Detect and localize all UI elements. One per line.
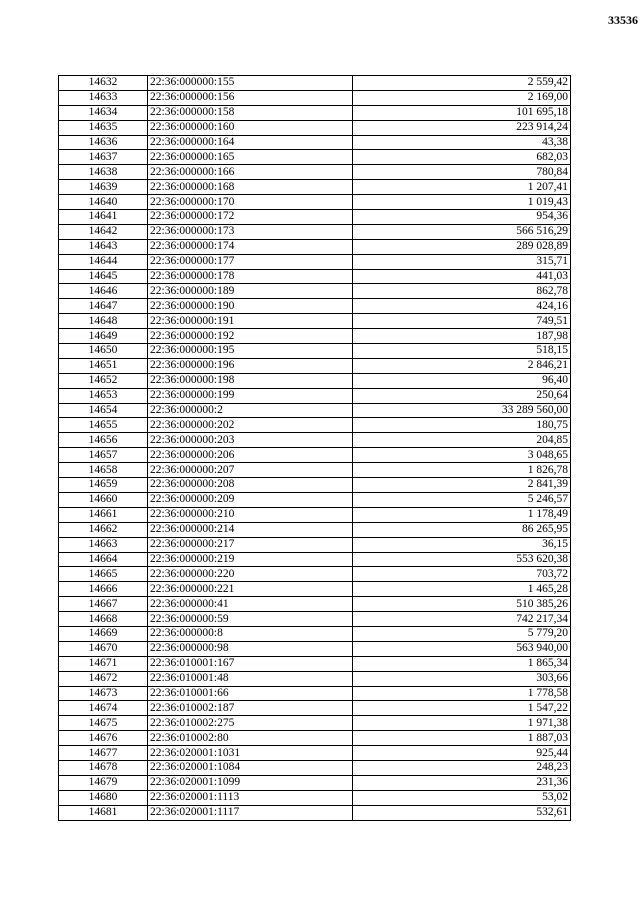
row-number: 14676 — [59, 731, 148, 746]
value: 289 028,89 — [353, 239, 571, 254]
row-number: 14650 — [59, 344, 148, 359]
cadastral-number: 22:36:000000:191 — [148, 314, 353, 329]
table-row — [59, 284, 571, 299]
cadastral-number: 22:36:000000:198 — [148, 373, 353, 388]
table-row — [59, 537, 571, 552]
value: 248,23 — [353, 760, 571, 775]
table-row — [59, 701, 571, 716]
row-number: 14638 — [59, 165, 148, 180]
row-number: 14681 — [59, 805, 148, 820]
table-row — [59, 105, 571, 120]
value: 510 385,26 — [353, 597, 571, 612]
table-row — [59, 373, 571, 388]
table-row — [59, 656, 571, 671]
table-row — [59, 522, 571, 537]
cadastral-number: 22:36:000000:203 — [148, 433, 353, 448]
table-row — [59, 731, 571, 746]
cadastral-number: 22:36:000000:221 — [148, 582, 353, 597]
value: 33 289 560,00 — [353, 403, 571, 418]
value: 780,84 — [353, 165, 571, 180]
row-number: 14652 — [59, 373, 148, 388]
value: 315,71 — [353, 254, 571, 269]
value: 553 620,38 — [353, 552, 571, 567]
table-row — [59, 388, 571, 403]
row-number: 14651 — [59, 358, 148, 373]
table-row — [59, 597, 571, 612]
row-number: 14666 — [59, 582, 148, 597]
cadastral-number: 22:36:000000:217 — [148, 537, 353, 552]
value: 1 826,78 — [353, 463, 571, 478]
value: 703,72 — [353, 567, 571, 582]
value: 3 048,65 — [353, 448, 571, 463]
cadastral-number: 22:36:020001:1084 — [148, 760, 353, 775]
table-row — [59, 299, 571, 314]
cadastral-number: 22:36:010002:187 — [148, 701, 353, 716]
row-number: 14632 — [59, 76, 148, 91]
table-row — [59, 492, 571, 507]
value: 532,61 — [353, 805, 571, 820]
row-number: 14675 — [59, 716, 148, 731]
cadastral-number: 22:36:000000:59 — [148, 612, 353, 627]
table-row — [59, 805, 571, 820]
value: 1 019,43 — [353, 195, 571, 210]
row-number: 14644 — [59, 254, 148, 269]
table-row — [59, 626, 571, 641]
row-number: 14673 — [59, 686, 148, 701]
row-number: 14674 — [59, 701, 148, 716]
row-number: 14645 — [59, 269, 148, 284]
cadastral-number: 22:36:010002:80 — [148, 731, 353, 746]
cadastral-number: 22:36:000000:170 — [148, 195, 353, 210]
value: 96,40 — [353, 373, 571, 388]
table-row — [59, 478, 571, 493]
value: 749,51 — [353, 314, 571, 329]
cadastral-number: 22:36:010002:275 — [148, 716, 353, 731]
table-row — [59, 716, 571, 731]
value: 2 559,42 — [353, 76, 571, 91]
row-number: 14668 — [59, 612, 148, 627]
cadastral-table — [58, 75, 571, 821]
cadastral-number: 22:36:000000:210 — [148, 507, 353, 522]
cadastral-number: 22:36:000000:165 — [148, 150, 353, 165]
table-row — [59, 239, 571, 254]
cadastral-number: 22:36:000000:192 — [148, 329, 353, 344]
cadastral-number: 22:36:000000:177 — [148, 254, 353, 269]
table-row — [59, 612, 571, 627]
value: 1 778,58 — [353, 686, 571, 701]
row-number: 14665 — [59, 567, 148, 582]
row-number: 14643 — [59, 239, 148, 254]
value: 5 779,20 — [353, 626, 571, 641]
value: 204,85 — [353, 433, 571, 448]
cadastral-number: 22:36:000000:41 — [148, 597, 353, 612]
table-body — [59, 76, 571, 821]
cadastral-number: 22:36:020001:1113 — [148, 790, 353, 805]
table-row — [59, 418, 571, 433]
cadastral-number: 22:36:010001:48 — [148, 671, 353, 686]
row-number: 14636 — [59, 135, 148, 150]
cadastral-number: 22:36:000000:220 — [148, 567, 353, 582]
row-number: 14657 — [59, 448, 148, 463]
value: 187,98 — [353, 329, 571, 344]
table-row — [59, 403, 571, 418]
value: 742 217,34 — [353, 612, 571, 627]
table-row — [59, 90, 571, 105]
cadastral-number: 22:36:000000:168 — [148, 180, 353, 195]
row-number: 14654 — [59, 403, 148, 418]
table-row — [59, 269, 571, 284]
row-number: 14648 — [59, 314, 148, 329]
value: 43,38 — [353, 135, 571, 150]
value: 1 887,03 — [353, 731, 571, 746]
table-row — [59, 344, 571, 359]
value: 1 178,49 — [353, 507, 571, 522]
cadastral-number: 22:36:000000:8 — [148, 626, 353, 641]
value: 1 547,22 — [353, 701, 571, 716]
table-row — [59, 195, 571, 210]
value: 563 940,00 — [353, 641, 571, 656]
value: 101 695,18 — [353, 105, 571, 120]
value: 925,44 — [353, 746, 571, 761]
cadastral-number: 22:36:000000:190 — [148, 299, 353, 314]
row-number: 14639 — [59, 180, 148, 195]
row-number: 14680 — [59, 790, 148, 805]
table-row — [59, 210, 571, 225]
cadastral-number: 22:36:000000:207 — [148, 463, 353, 478]
value: 682,03 — [353, 150, 571, 165]
value: 86 265,95 — [353, 522, 571, 537]
table-row — [59, 760, 571, 775]
row-number: 14658 — [59, 463, 148, 478]
row-number: 14679 — [59, 775, 148, 790]
table-row — [59, 448, 571, 463]
table-row — [59, 433, 571, 448]
row-number: 14670 — [59, 641, 148, 656]
row-number: 14659 — [59, 478, 148, 493]
value: 180,75 — [353, 418, 571, 433]
table-row — [59, 507, 571, 522]
cadastral-number: 22:36:000000:209 — [148, 492, 353, 507]
row-number: 14649 — [59, 329, 148, 344]
row-number: 14669 — [59, 626, 148, 641]
value: 250,64 — [353, 388, 571, 403]
table-row — [59, 671, 571, 686]
cadastral-number: 22:36:010001:167 — [148, 656, 353, 671]
cadastral-number: 22:36:000000:155 — [148, 76, 353, 91]
table-row — [59, 552, 571, 567]
row-number: 14642 — [59, 224, 148, 239]
row-number: 14677 — [59, 746, 148, 761]
row-number: 14667 — [59, 597, 148, 612]
cadastral-number: 22:36:000000:158 — [148, 105, 353, 120]
row-number: 14656 — [59, 433, 148, 448]
table-row — [59, 254, 571, 269]
row-number: 14634 — [59, 105, 148, 120]
table-row — [59, 314, 571, 329]
value: 53,02 — [353, 790, 571, 805]
row-number: 14653 — [59, 388, 148, 403]
value: 1 865,34 — [353, 656, 571, 671]
table-row — [59, 165, 571, 180]
value: 2 841,39 — [353, 478, 571, 493]
row-number: 14647 — [59, 299, 148, 314]
page-number: 33536 — [608, 13, 638, 27]
cadastral-number: 22:36:000000:214 — [148, 522, 353, 537]
value: 5 246,57 — [353, 492, 571, 507]
cadastral-number: 22:36:000000:199 — [148, 388, 353, 403]
row-number: 14655 — [59, 418, 148, 433]
cadastral-number: 22:36:020001:1099 — [148, 775, 353, 790]
value: 1 465,28 — [353, 582, 571, 597]
cadastral-number: 22:36:000000:206 — [148, 448, 353, 463]
cadastral-number: 22:36:020001:1117 — [148, 805, 353, 820]
row-number: 14640 — [59, 195, 148, 210]
row-number: 14664 — [59, 552, 148, 567]
value: 566 516,29 — [353, 224, 571, 239]
cadastral-number: 22:36:000000:156 — [148, 90, 353, 105]
table-row — [59, 76, 571, 91]
table-row — [59, 641, 571, 656]
cadastral-number: 22:36:000000:173 — [148, 224, 353, 239]
table-row — [59, 775, 571, 790]
row-number: 14660 — [59, 492, 148, 507]
table-row — [59, 463, 571, 478]
cadastral-number: 22:36:000000:196 — [148, 358, 353, 373]
table-row — [59, 746, 571, 761]
cadastral-number: 22:36:000000:166 — [148, 165, 353, 180]
cadastral-number: 22:36:000000:219 — [148, 552, 353, 567]
cadastral-number: 22:36:020001:1031 — [148, 746, 353, 761]
value: 518,15 — [353, 344, 571, 359]
row-number: 14635 — [59, 120, 148, 135]
row-number: 14661 — [59, 507, 148, 522]
table-row — [59, 135, 571, 150]
value: 954,36 — [353, 210, 571, 225]
table-row — [59, 358, 571, 373]
row-number: 14672 — [59, 671, 148, 686]
table-row — [59, 150, 571, 165]
cadastral-number: 22:36:000000:164 — [148, 135, 353, 150]
row-number: 14646 — [59, 284, 148, 299]
table-row — [59, 224, 571, 239]
value: 303,66 — [353, 671, 571, 686]
value: 1 207,41 — [353, 180, 571, 195]
value: 441,03 — [353, 269, 571, 284]
value: 1 971,38 — [353, 716, 571, 731]
table-row — [59, 329, 571, 344]
cadastral-number: 22:36:000000:172 — [148, 210, 353, 225]
cadastral-number: 22:36:000000:174 — [148, 239, 353, 254]
value: 2 169,00 — [353, 90, 571, 105]
value: 223 914,24 — [353, 120, 571, 135]
cadastral-number: 22:36:000000:98 — [148, 641, 353, 656]
table-row — [59, 686, 571, 701]
table-row — [59, 790, 571, 805]
table-row — [59, 582, 571, 597]
cadastral-number: 22:36:000000:2 — [148, 403, 353, 418]
table-row — [59, 120, 571, 135]
row-number: 14633 — [59, 90, 148, 105]
row-number: 14641 — [59, 210, 148, 225]
cadastral-number: 22:36:000000:189 — [148, 284, 353, 299]
cadastral-number: 22:36:000000:160 — [148, 120, 353, 135]
row-number: 14637 — [59, 150, 148, 165]
value: 2 846,21 — [353, 358, 571, 373]
row-number: 14678 — [59, 760, 148, 775]
value: 424,16 — [353, 299, 571, 314]
cadastral-number: 22:36:000000:202 — [148, 418, 353, 433]
value: 36,15 — [353, 537, 571, 552]
row-number: 14662 — [59, 522, 148, 537]
cadastral-number: 22:36:010001:66 — [148, 686, 353, 701]
table-row — [59, 567, 571, 582]
cadastral-number: 22:36:000000:195 — [148, 344, 353, 359]
value: 862,78 — [353, 284, 571, 299]
row-number: 14671 — [59, 656, 148, 671]
cadastral-number: 22:36:000000:208 — [148, 478, 353, 493]
cadastral-number: 22:36:000000:178 — [148, 269, 353, 284]
table-row — [59, 180, 571, 195]
row-number: 14663 — [59, 537, 148, 552]
value: 231,36 — [353, 775, 571, 790]
